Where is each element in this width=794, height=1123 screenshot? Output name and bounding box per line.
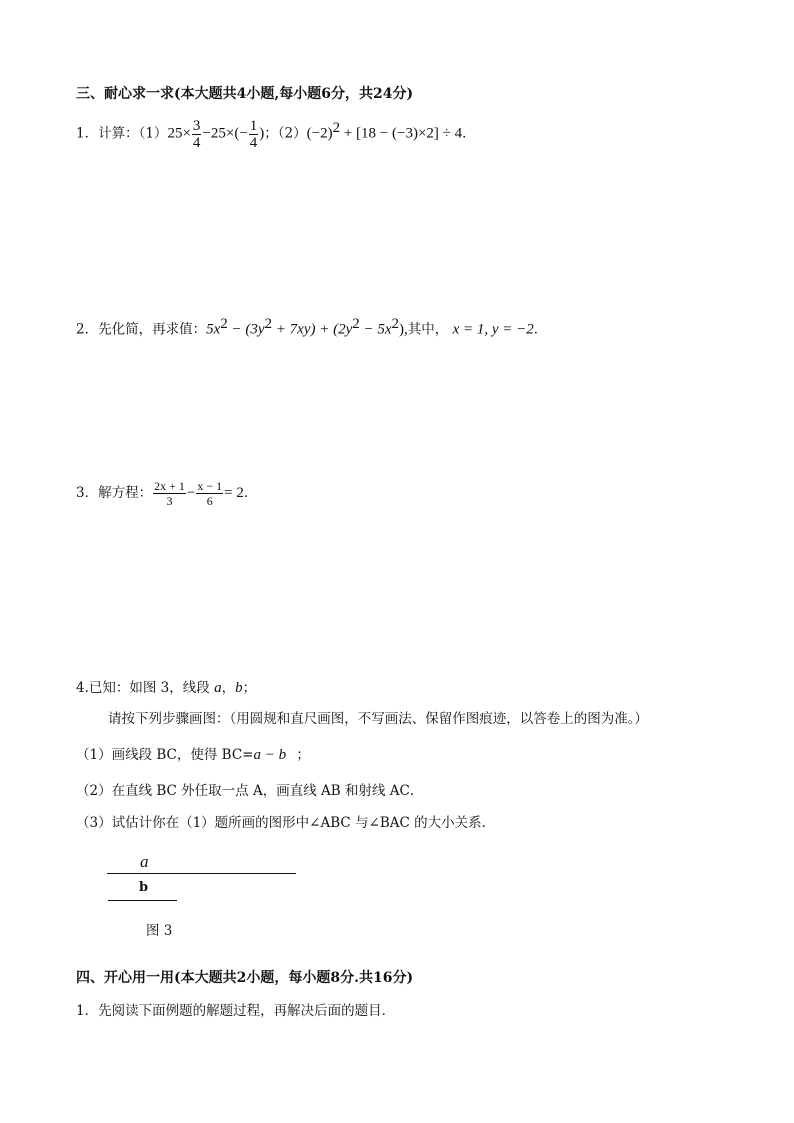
- q4-given-text: 4.已知：如图 3，线段: [76, 680, 210, 696]
- q3-minus: −: [186, 485, 196, 501]
- q1-frac1-numerator: 3: [192, 117, 201, 134]
- q3-fraction-1: [153, 479, 186, 508]
- q1-frac2-numerator: 1: [249, 117, 258, 134]
- q4-var-b: b: [235, 680, 243, 696]
- q4-step-1: [76, 743, 310, 764]
- q4-instruction: 请按下列步骤画图：（用圆规和直尺画图，不写画法、保留作图痕迹，以答卷上的图为准。）: [108, 711, 648, 727]
- q1-end: ．: [462, 125, 476, 142]
- q2-exp-1: 2: [220, 316, 228, 332]
- q1-part1-c: ): [259, 125, 265, 142]
- q3-equals: = 2: [224, 485, 244, 501]
- figure-label-b: b: [139, 880, 149, 895]
- q3-end: ．: [243, 485, 258, 501]
- section-3-title: 三、耐心求一求(本大题共4小题,每小题6分，共24分): [76, 86, 414, 102]
- question-3: [76, 474, 257, 512]
- q1-fraction-2: [249, 118, 259, 151]
- q1-part2: (−2): [306, 125, 333, 142]
- q2-expr-d: − 5x: [359, 321, 392, 338]
- q1-frac1-denominator: 4: [192, 134, 201, 151]
- q2-exp-3: 2: [352, 316, 360, 332]
- q3-prefix: 3．解方程：: [76, 485, 153, 501]
- q3-frac1-denominator: 3: [166, 494, 173, 508]
- figure-caption: 图 3: [146, 923, 173, 939]
- q3-frac1-numerator: 2x + 1: [154, 479, 185, 493]
- q4-sep: ，: [221, 680, 236, 696]
- q2-expr-c: + 7xy) + (2y: [272, 321, 353, 338]
- question-4-given: [76, 676, 256, 697]
- q4-step1-text: （1）画线段 BC，使得 BC=: [76, 747, 254, 763]
- q3-fraction-2: [196, 479, 223, 508]
- q2-expr-b: − (3y: [227, 321, 265, 338]
- q1-part1-b: −25×(−: [202, 125, 248, 142]
- q2-expr-e: ),: [399, 321, 408, 338]
- section-4-title: 四、开心用一用(本大题共2小题，每小题8分.共16分): [76, 970, 414, 986]
- q1-fraction-1: [192, 118, 202, 151]
- q4-step1-expr: a − b: [253, 747, 287, 763]
- q1-separator: ；（2）: [264, 125, 307, 142]
- segment-b: [108, 900, 177, 901]
- q2-prefix: 2．先化简，再求值：: [76, 321, 207, 338]
- q1-part2-rest: + [18 − (−3)×2] ÷ 4: [340, 125, 463, 142]
- q4-given-end: ；: [242, 680, 257, 696]
- q4-step-3: （3）试估计你在（1）题所画的图形中∠ABC 与∠BAC 的大小关系．: [76, 815, 496, 831]
- q4-step-2: （2）在直线 BC 外任取一点 A，画直线 AB 和射线 AC．: [76, 783, 424, 799]
- section-4-question-1: 1．先阅读下面例题的解题过程，再解决后面的题目．: [76, 1003, 396, 1019]
- q3-frac2-numerator: x − 1: [197, 479, 223, 493]
- q3-frac2-denominator: 6: [206, 494, 213, 508]
- q2-mid: 其中，: [407, 321, 449, 338]
- q2-end: ．: [533, 321, 548, 338]
- figure-label-a: a: [140, 852, 149, 871]
- q4-var-a: a: [214, 680, 222, 696]
- q4-step1-end: ；: [296, 747, 310, 763]
- question-1: [76, 108, 476, 154]
- q2-values: x = 1, y = −2: [452, 321, 534, 338]
- q1-part1-a: 25×: [167, 125, 191, 142]
- q1-prefix: 1．计算：（1）: [76, 125, 168, 142]
- segment-a: [107, 873, 296, 874]
- q2-exp-2: 2: [264, 316, 273, 332]
- q1-frac2-denominator: 4: [249, 134, 258, 151]
- q1-part2-exponent: 2: [332, 120, 341, 136]
- question-2: [76, 316, 547, 339]
- q2-expr-a: 5x: [206, 321, 221, 338]
- q2-exp-4: 2: [391, 316, 400, 332]
